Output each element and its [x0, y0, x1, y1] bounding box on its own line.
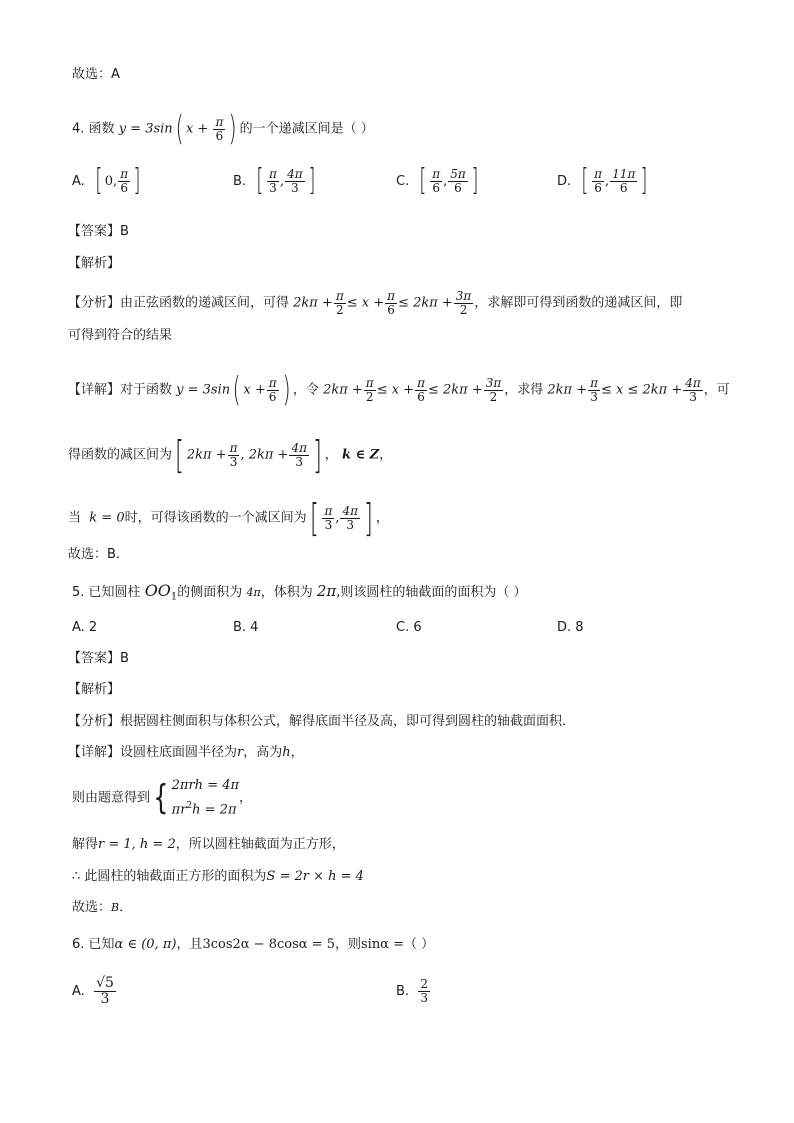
q4-xiangjie-line1: 【详解】对于函数 y = 3sin( x + $\frac{\pi}{6}$ ) ，令 2kπ + $\frac{\pi}{2}$ ≤ x + $\frac{\pi}{6}$ ≤ 2kπ + $\frac{3\pi}{2}$ ，求得 2kπ + $\frac{\pi}{3}$ ≤ x ≤ 2kπ + $\frac{4\pi}{3}$ ，可 — [68, 370, 730, 410]
q5-option-d: D. 8 — [557, 620, 584, 635]
q6-option-b: B. $\frac{2}{3}$ — [396, 977, 428, 1005]
q4-stem: 4. 函数 y = 3sin( x + $\frac{\pi}{6}$ ) 的一个递减区间是（ ） — [72, 109, 374, 149]
q5-xiangjie: 【详解】设圆柱底面圆半径为r，高为h， — [68, 745, 304, 760]
q4-fenxi-line1: 【分析】由正弦函数的递减区间，可得 2kπ + $\frac{\pi}{2}$ ≤ x + $\frac{\pi}{6}$ ≤ 2kπ + $\frac{3\pi}{2}$ ，求解即可得到函数的递减区间，即 — [68, 289, 683, 317]
q5-jiede: 解得r = 1, h = 2，所以圆柱轴截面为正方形， — [72, 837, 345, 852]
q4-end: 故选：B. — [68, 547, 121, 562]
q4-jiexi: 【解析】 — [68, 256, 121, 271]
q5-answer: 【答案】B — [68, 651, 129, 666]
q4-option-c: C. [ $\frac{\pi}{6}$ , $\frac{5\pi}{6}$ ] — [396, 163, 479, 198]
q4-xiangjie-line3: 当 k = 0时，可得该函数的一个减区间为[ $\frac{\pi}{3}$ , $\frac{4\pi}{3}$ ] ， — [68, 496, 389, 540]
q5-option-a: A. 2 — [72, 620, 98, 635]
q6-option-a: A. $\frac{√5}{3}$ — [72, 975, 114, 1007]
q5-jiexi: 【解析】 — [68, 682, 121, 697]
prev-answer-line: 故选：A — [72, 67, 120, 82]
q6-stem: 6. 已知α ∈ (0, π)，且3cos2α − 8cosα = 5，则sinα =（ ） — [72, 937, 435, 952]
q5-therefore: ∴ 此圆柱的轴截面正方形的面积为S = 2r × h = 4 — [72, 869, 364, 884]
q5-end: 故选：B． — [72, 900, 133, 915]
q4-answer: 【答案】B — [68, 224, 129, 239]
q4-option-d: D. [ $\frac{\pi}{6}$ , $\frac{11\pi}{6}$ ] — [557, 163, 648, 198]
q5-system: 则由题意得到{ 2πrh = 4π $\pi r^2h = 2\pi$ ， — [72, 778, 253, 819]
q5-option-c: C. 6 — [396, 620, 422, 635]
q4-option-a: A. [ 0, $\frac{\pi}{6}$ ] — [72, 163, 141, 198]
q4-fenxi-line2: 可得到符合的结果 — [68, 328, 173, 343]
q5-option-b: B. 4 — [233, 620, 259, 635]
q5-fenxi: 【分析】根据圆柱侧面积与体积公式，解得底面半径及高，即可得到圆柱的轴截面面积． — [68, 714, 576, 729]
q4-option-b: B. [ $\frac{\pi}{3}$ , $\frac{4\pi}{3}$ ] — [233, 163, 315, 198]
q5-stem: 5. 已知圆柱 $OO_1$的侧面积为 4π，体积为 2π,则该圆柱的轴截面的面积为（ ） — [72, 581, 527, 603]
q4-xiangjie-line2: 得函数的减区间为[ 2kπ + $\frac{\pi}{3}$ , 2kπ + $\frac{4\pi}{3}$ ] ， k ∈ Z， — [68, 433, 393, 477]
